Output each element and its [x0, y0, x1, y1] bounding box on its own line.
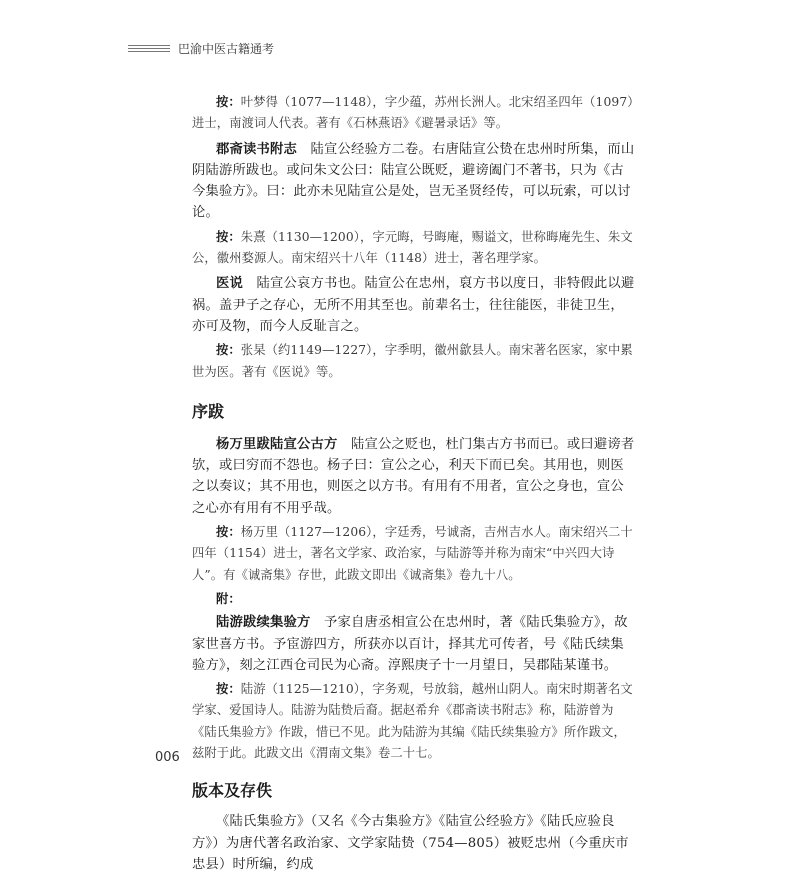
entry-text: 陆宣公之贬也，杜门集古方书而已。或曰避谤者欤，或曰穷而不怨也。杨子曰：宣公之心，利天下而已矣。其用也，则医之以奏议；其不用也，则医之以方书。有用有不用者，宣公之身也，宣公之心亦有用有不用乎哉。	[192, 436, 635, 516]
entry-text: 陆宣公哀方书也。陆宣公在忠州，裒方书以度日，非特假此以避祸。盖尹子之存心，无所不用其至也。前辈名士，往往能医，非徒卫生，亦可及物，而今人反耻言之。	[192, 276, 635, 334]
page-content	[192, 92, 636, 875]
note-paragraph	[192, 340, 636, 383]
running-header	[128, 40, 274, 57]
section-heading: 版本及存佚	[192, 781, 273, 801]
note-text: 叶梦得（1077—1148），字少蕴，苏州长洲人。北宋绍圣四年（1097）进士，南渡词人代表。著有《石林燕语》《避暑录话》等。	[192, 95, 634, 131]
note-paragraph	[192, 679, 636, 764]
entry-paragraph	[192, 811, 636, 875]
entry-term: 医说	[216, 276, 243, 292]
entry-term: 陆游跋续集验方	[216, 615, 311, 631]
note-text: 张杲（约1149—1227），字季明，徽州歙县人。南宋著名医家，家中累世为医。著有《医说》等。	[192, 343, 633, 379]
section-heading: 序跋	[192, 401, 225, 421]
entry-paragraph	[192, 612, 636, 676]
note-label: 按：	[216, 229, 241, 244]
note-text: 杨万里（1127—1206），字廷秀，号诚斋，吉州吉水人。南宋绍兴二十四年（1154）进士，著名文学家、政治家，与陆游等并称为南宋“中兴四大诗人”。有《诚斋集》存世，此跋文即出《诚斋集》卷九十八。	[192, 525, 633, 582]
note-text: 朱熹（1130—1200），字元晦，号晦庵，赐谥文，世称晦庵先生、朱文公，徽州婺源人。南宋绍兴十八年（1148）进士，著名理学家。	[192, 229, 633, 266]
entry-text: 《陆氏集验方》（又名《今古集验方》《陆宣公经验方》《陆氏应验良方》）为唐代著名政治家、文学家陆贽（754—805）被贬忠州（今重庆市忠县）时所编，约成	[192, 814, 629, 872]
note-label: 按：	[216, 682, 241, 697]
entry-paragraph	[192, 273, 636, 337]
note-label: 按：	[216, 525, 241, 540]
note-paragraph	[192, 522, 636, 586]
entry-text: 陆宣公经验方二卷。右唐陆宣公贽在忠州时所集，而山阴陆游所跋也。或问朱文公曰：陆宣公既贬，避谤阖门不著书，只为《古今集验方》。曰：此亦未见陆宣公是处，岂无圣贤经传，可以玩索，可以讨论。	[192, 141, 635, 221]
entry-term: 杨万里跋陆宣公古方	[216, 436, 338, 452]
note-label: 按：	[216, 95, 241, 109]
page-number: 006	[155, 750, 180, 765]
entry-paragraph	[192, 139, 636, 224]
note-text: 陆游（1125—1210），字务观，号放翁，越州山阴人。南宋时期著名文学家、爱国诗人。陆游为陆贽后裔。据赵希弁《郡斋读书附志》称，陆游曾为《陆氏集验方》作跋，惜已不见。此为陆游为其编《陆氏续集验方》所作跋文，兹附于此。此跋文出《渭南文集》卷二十七。	[192, 682, 633, 761]
book-title: 巴渝中医古籍通考	[178, 42, 275, 56]
entry-text: 予家自唐丞相宣公在忠州时，著《陆氏集验方》，故家世喜方书。予宦游四方，所获亦以百计，择其尤可传者，号《陆氏续集验方》，刻之江西仓司民为心斋。淳熙庚子十一月望日，吴郡陆某谨书。	[192, 615, 628, 673]
note-paragraph	[192, 589, 636, 610]
entry-term: 郡斋读书附志	[216, 141, 297, 157]
header-rule-icon	[128, 45, 170, 52]
entry-paragraph	[192, 434, 636, 519]
note-paragraph	[192, 227, 636, 270]
note-label: 按：	[216, 343, 241, 358]
note-label: 附：	[216, 591, 241, 606]
note-paragraph	[192, 92, 636, 135]
